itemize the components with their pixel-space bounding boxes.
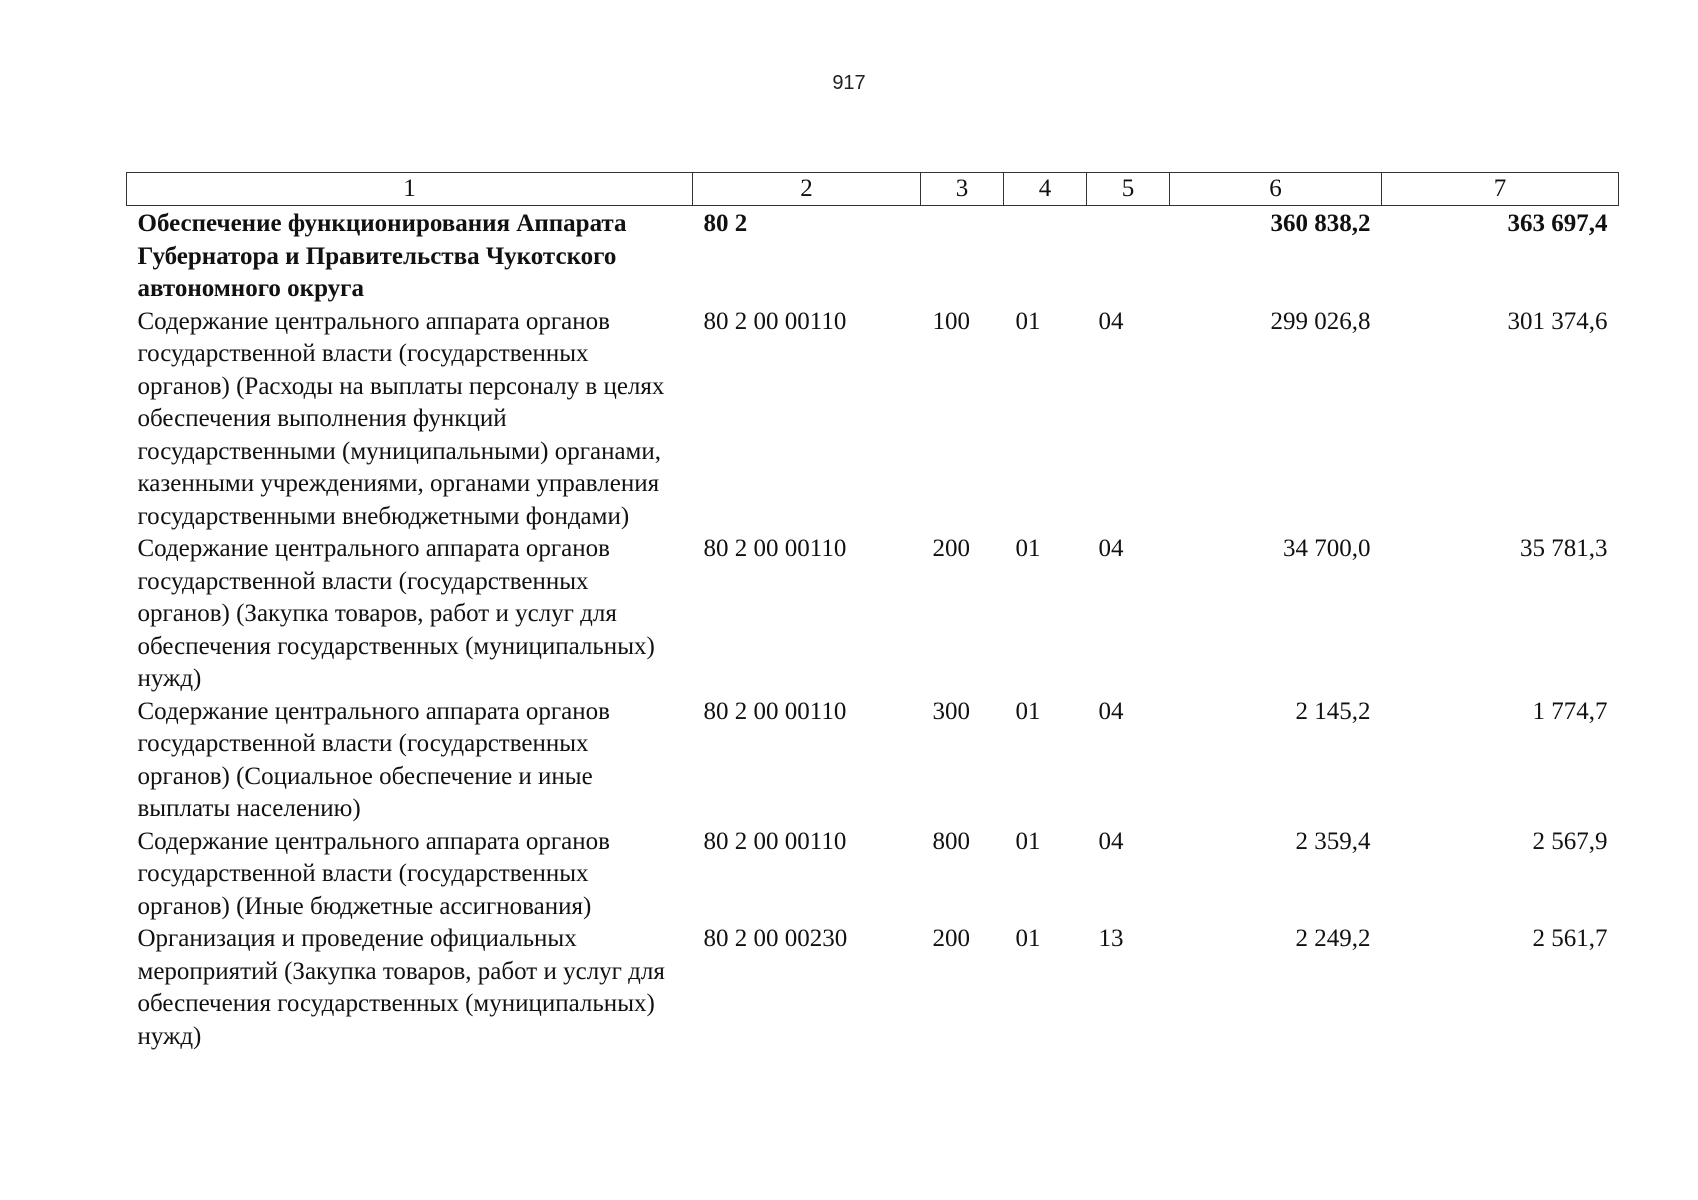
row-value-6: 2 145,2 <box>1295 697 1371 725</box>
row-value-7: 363 697,4 <box>1507 210 1608 237</box>
row-value-6: 299 026,8 <box>1270 307 1371 335</box>
row-value-7: 35 781,3 <box>1520 535 1608 562</box>
row-type: 200 <box>932 925 970 952</box>
column-header-3: 3 <box>921 173 1004 206</box>
column-header-5: 5 <box>1087 173 1170 206</box>
table-header <box>127 173 1619 206</box>
row-subsection: 04 <box>1098 827 1124 855</box>
table-row <box>127 826 1619 924</box>
table-body <box>127 206 1619 1054</box>
row-value-7: 2 561,7 <box>1532 925 1608 952</box>
row-value-6: 360 838,2 <box>1270 210 1371 237</box>
row-type <box>921 206 1004 306</box>
row-description: Содержание центрального аппарата органов государственной власти (государственных органов) (Иные бюджетные ассигнования) <box>137 827 610 920</box>
column-header-6: 6 <box>1170 173 1382 206</box>
row-code: 80 2 00 00230 <box>703 925 848 952</box>
row-value-6: 34 700,0 <box>1283 535 1371 562</box>
row-description: Содержание центрального аппарата органов государственной власти (государственных органов) (Расходы на выплаты персоналу в целях обеспечения выполнения функций государственными (муниципальными) органами, казенными учреждениями, органами управления государственными внебюджетными фондами) <box>137 307 665 530</box>
row-section: 01 <box>1015 827 1041 855</box>
row-type: 100 <box>932 307 970 335</box>
row-subsection: 04 <box>1098 697 1124 725</box>
row-section: 01 <box>1015 925 1041 952</box>
header-row <box>127 173 1619 206</box>
row-description: Содержание центрального аппарата органов государственной власти (государственных органов) (Социальное обеспечение и иные выплаты населению) <box>137 697 610 822</box>
row-code: 80 2 00 00110 <box>703 307 847 335</box>
table-row <box>127 696 1619 826</box>
row-type: 200 <box>932 535 970 562</box>
row-code: 80 2 00 00110 <box>703 697 847 725</box>
table-row <box>127 306 1619 534</box>
row-value-7: 301 374,6 <box>1507 307 1608 335</box>
column-header-2: 2 <box>693 173 921 206</box>
column-header-4: 4 <box>1004 173 1087 206</box>
row-code: 80 2 00 00110 <box>703 535 847 562</box>
table-row <box>127 206 1619 306</box>
row-subsection: 04 <box>1098 535 1124 562</box>
row-subsection: 04 <box>1098 307 1124 335</box>
table-row <box>127 923 1619 1053</box>
row-subsection: 13 <box>1098 925 1124 952</box>
budget-table <box>126 172 1619 1053</box>
row-type: 300 <box>932 697 970 725</box>
row-value-6: 2 249,2 <box>1295 925 1371 952</box>
column-header-7: 7 <box>1382 173 1619 206</box>
row-description: Организация и проведение официальных мероприятий (Закупка товаров, работ и услуг для обеспечения государственных (муниципальных) нужд) <box>137 925 665 1050</box>
row-description: Обеспечение функционирования Аппарата Губернатора и Правительства Чукотского автономного округа <box>137 210 627 302</box>
row-section <box>1004 206 1087 306</box>
row-code: 80 2 <box>703 210 748 237</box>
row-value-7: 1 774,7 <box>1532 697 1608 725</box>
row-section: 01 <box>1015 535 1041 562</box>
row-section: 01 <box>1015 697 1041 725</box>
row-type: 800 <box>932 827 970 855</box>
row-subsection <box>1087 206 1170 306</box>
row-section: 01 <box>1015 307 1041 335</box>
row-code: 80 2 00 00110 <box>703 827 847 855</box>
row-description: Содержание центрального аппарата органов государственной власти (государственных органов) (Закупка товаров, работ и услуг для обеспечения государственных (муниципальных) нужд) <box>137 535 655 692</box>
table-row <box>127 533 1619 696</box>
page-number: 917 <box>832 72 866 94</box>
row-value-6: 2 359,4 <box>1295 827 1371 855</box>
column-header-1: 1 <box>127 173 693 206</box>
row-value-7: 2 567,9 <box>1532 827 1608 855</box>
